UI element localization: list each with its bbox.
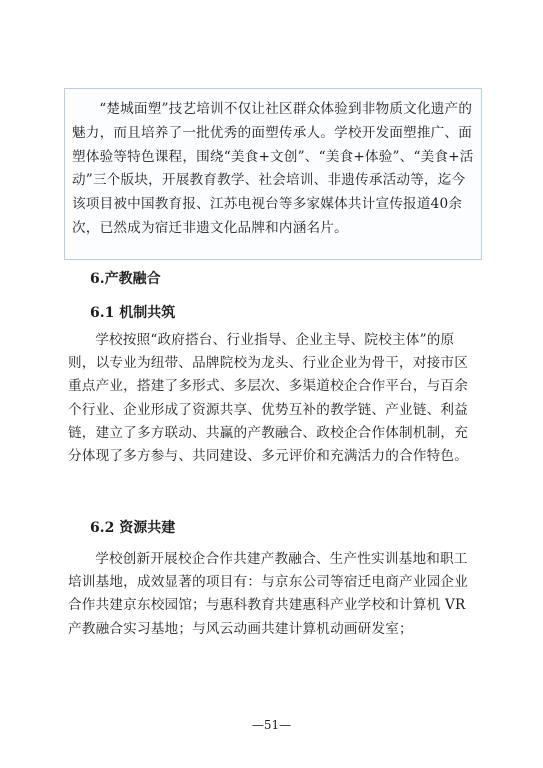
section-6-1-title: 6.1 机制共筑	[90, 305, 176, 321]
section-6-2-title: 6.2 资源共建	[90, 520, 176, 536]
section-6-1-paragraph: 学校按照“政府搭台、行业指导、企业主导、院校主体”的原则，以专业为纽带、品牌院校为龙头、行业企业为骨干，对接市区重点产业，搭建了多形式、多层次、多渠道校企合作平台，与百余个行业、企业形成了资源共享、优势互补的教学链、产业链、利益链，建立了多方联动、共赢的产教融合、政校企合作体制机制，充分体现了多方参与、共同建设、多元评价和充满活力的合作特色。	[68, 332, 469, 465]
intro-paragraph: “楚城面塑”技艺培训不仅让社区群众体验到非物质文化遗产的魅力，而且培养了一批优秀的面塑传承人。学校开发面塑推广、面塑体验等特色课程，围绕“美食+文创”、“美食+体验”、“美食+活动”三个版块，开展教育教学、社会培训、非遗传承活动等，迄今该项目被中国教育报、江苏电视台等多家媒体共计宣传报道40余次，已然成为宿迁非遗文化品牌和内涵名片。	[72, 101, 474, 236]
section-6-title: 6.产教融合	[90, 271, 161, 287]
page-number: —51—	[251, 718, 292, 732]
section-6-2-paragraph: 学校创新开展校企合作共建产教融合、生产性实训基地和职工培训基地，成效显著的项目有：与京东公司等宿迁电商产业园企业合作共建京东校园馆；与惠科教育共建惠科产业学校和计算机 VR 产教融合实习基地；与风云动画共建计算机动画研发室；	[68, 551, 469, 637]
